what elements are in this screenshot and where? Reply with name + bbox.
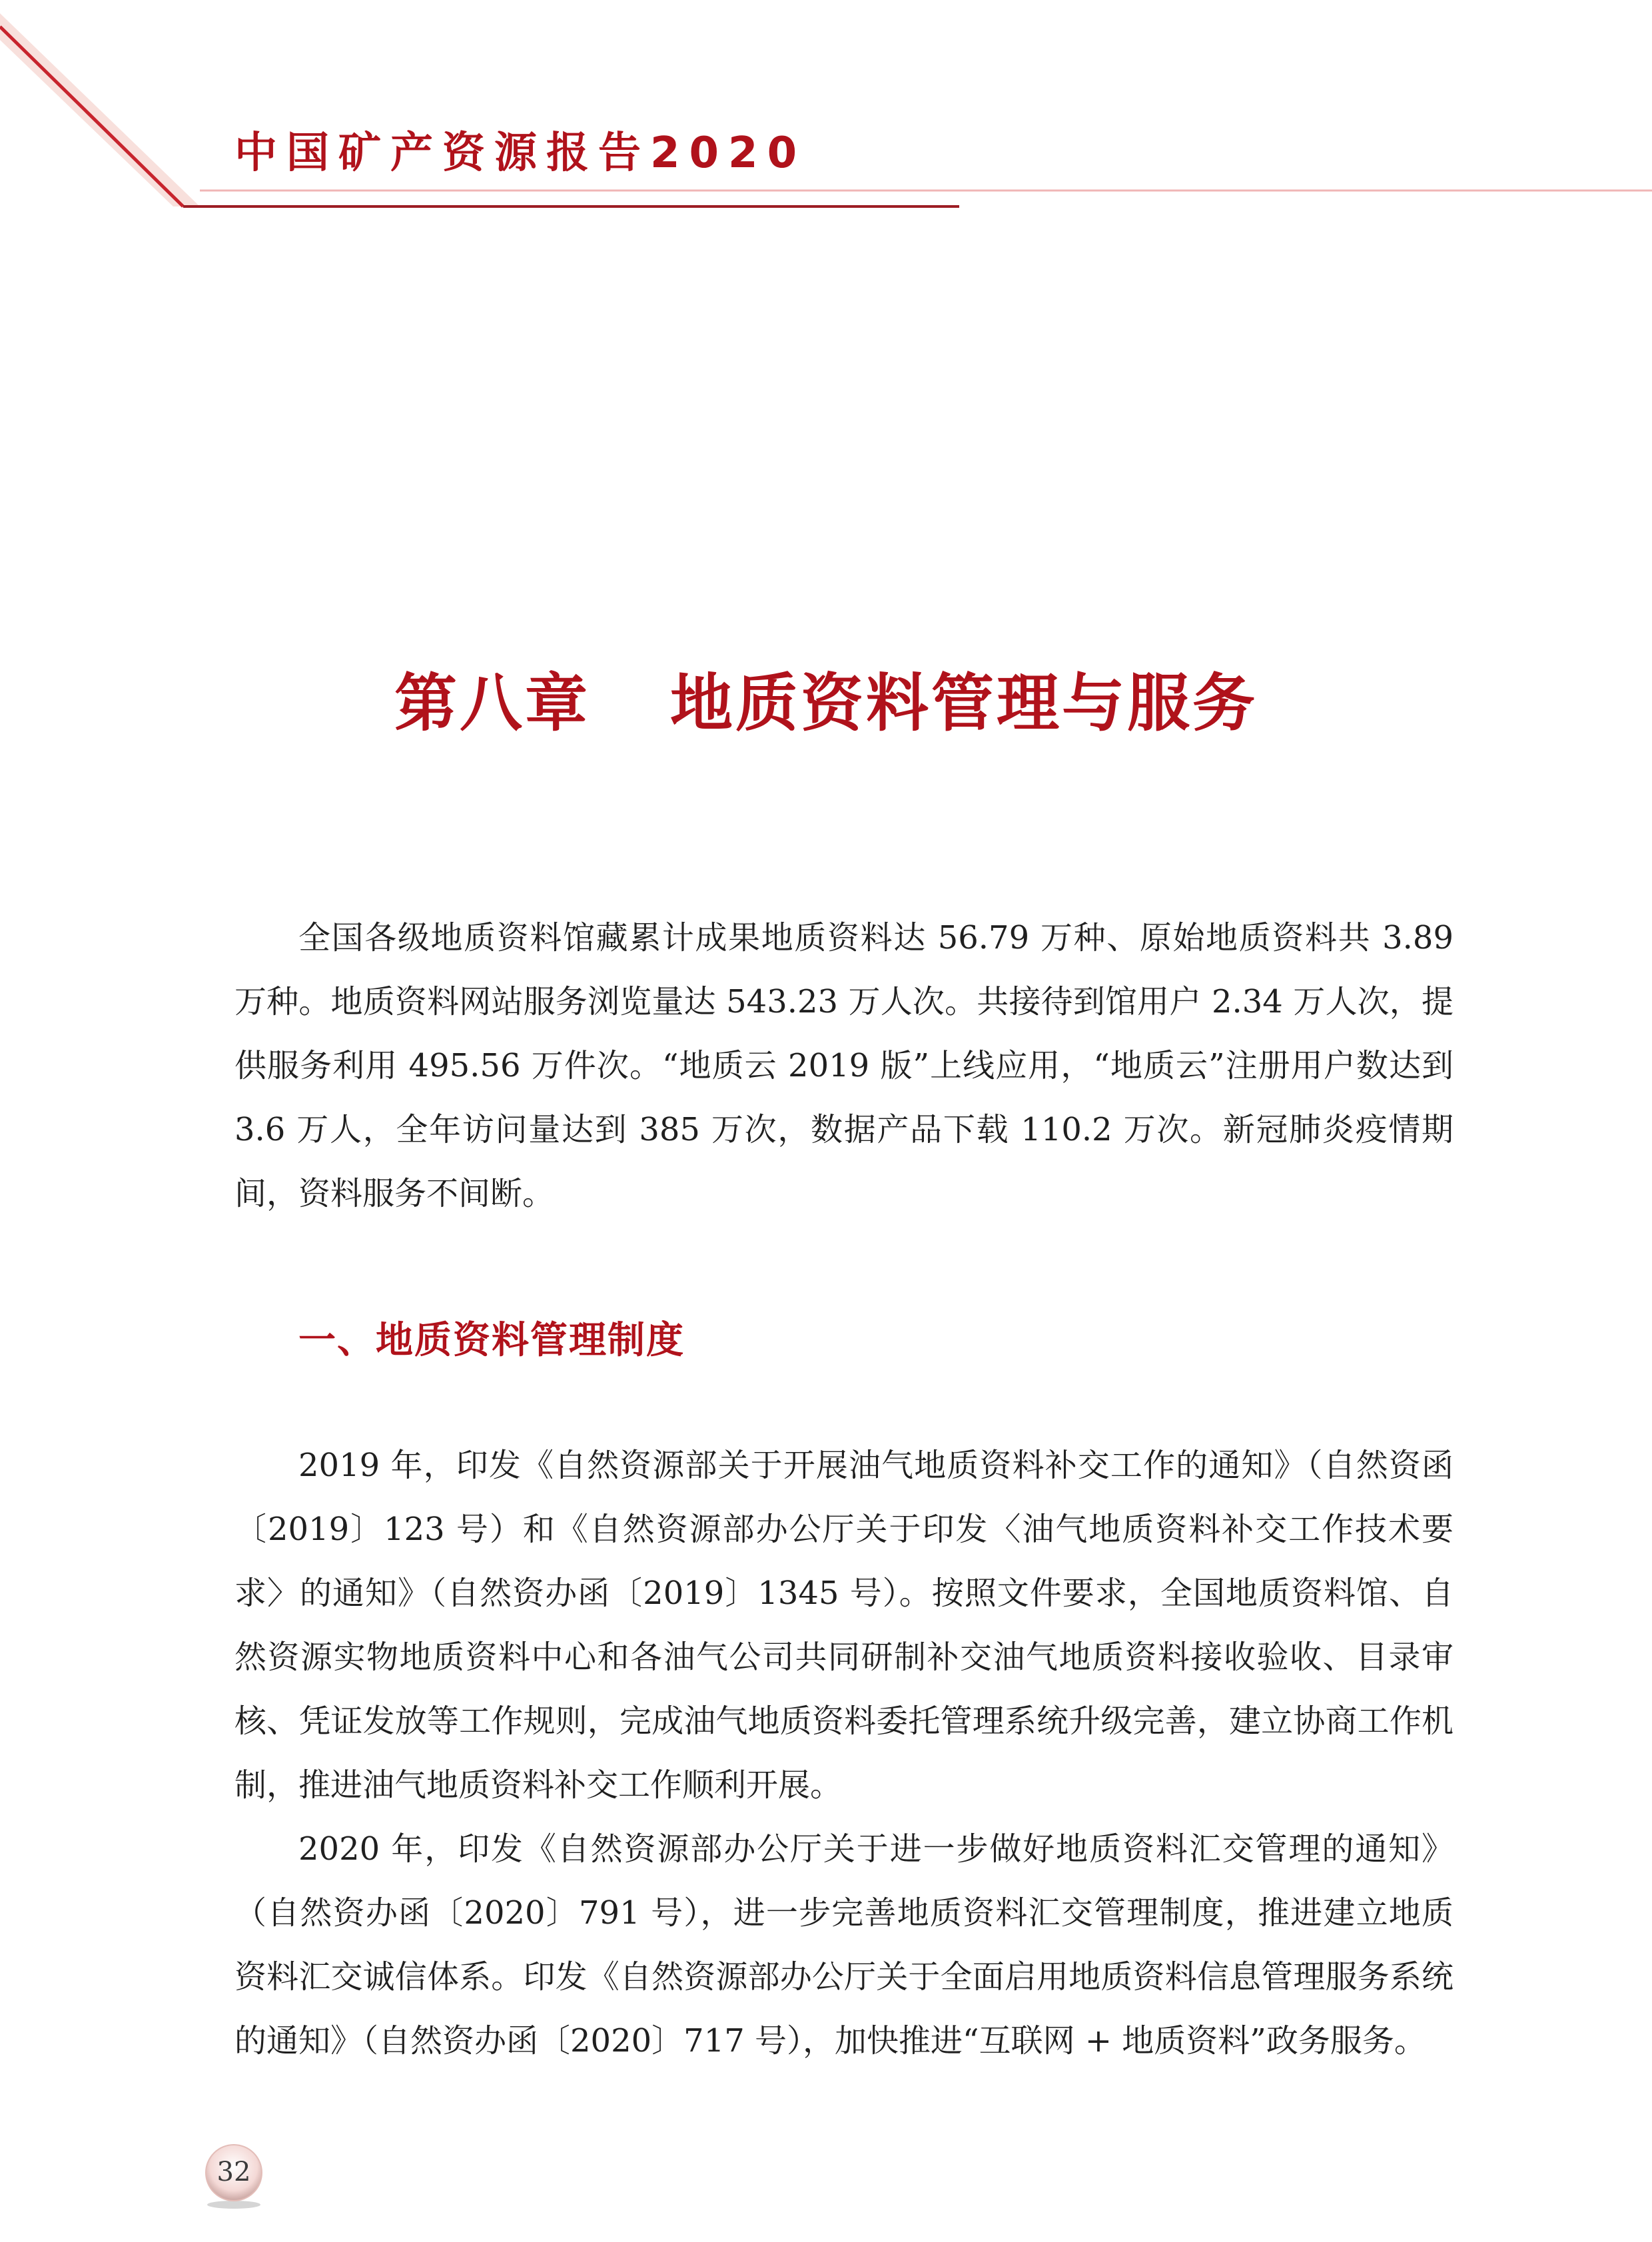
chapter-name: 地质资料管理与服务 bbox=[670, 667, 1258, 740]
section-paragraph-2019: 2019 年，印发《自然资源部关于开展油气地质资料补交工作的通知》（自然资函〔2019〕123 号）和《自然资源部办公厅关于印发〈油气地质资料补交工作技术要求〉的通知》（自然资办函〔2019〕1345 号）。按照文件要求，全国地质资料馆、自然资源实物地质资料中心和各油气公司共同研制补交油气地质资料接收验收、目录审核、凭证发放等工作规则，完成油气地质资料委托管理系统升级完善，建立协商工作机制，推进油气地质资料补交工作顺利开展。 bbox=[234, 1447, 1453, 1804]
running-title: 中国矿产资源报告2020 bbox=[234, 129, 807, 178]
header-diagonal-band bbox=[0, 13, 200, 206]
intro-paragraph: 全国各级地质资料馆藏累计成果地质资料达 56.79 万种、原始地质资料共 3.89 万种。地质资料网站服务浏览量达 543.23 万人次。共接待到馆用户 2.34 万人次，提供服务利用 495.56 万件次。“地质云 2019 版”上线应用，“地质云”注册用户数达到 3.6 万人，全年访问量达到 385 万次，数据产品下载 110.2 万次。新冠肺炎疫情期间，资料服务不间断。 bbox=[234, 919, 1453, 1212]
header-diagonal-line bbox=[0, 27, 183, 206]
page-number: 32 bbox=[216, 2157, 251, 2187]
chapter-title bbox=[0, 653, 1652, 743]
chapter-number: 第八章 bbox=[394, 667, 590, 740]
section-heading: 一、地质资料管理制度 bbox=[298, 1319, 685, 1362]
header-decoration bbox=[0, 0, 1652, 226]
section-paragraph-2020: 2020 年，印发《自然资源部办公厅关于进一步做好地质资料汇交管理的通知》（自然资办函〔2020〕791 号），进一步完善地质资料汇交管理制度，推进建立地质资料汇交诚信体系。印发《自然资源部办公厅关于全面启用地质资料信息管理服务系统的通知》（自然资办函〔2020〕717 号），加快推进“互联网 + 地质资料”政务服务。 bbox=[234, 1830, 1453, 2059]
